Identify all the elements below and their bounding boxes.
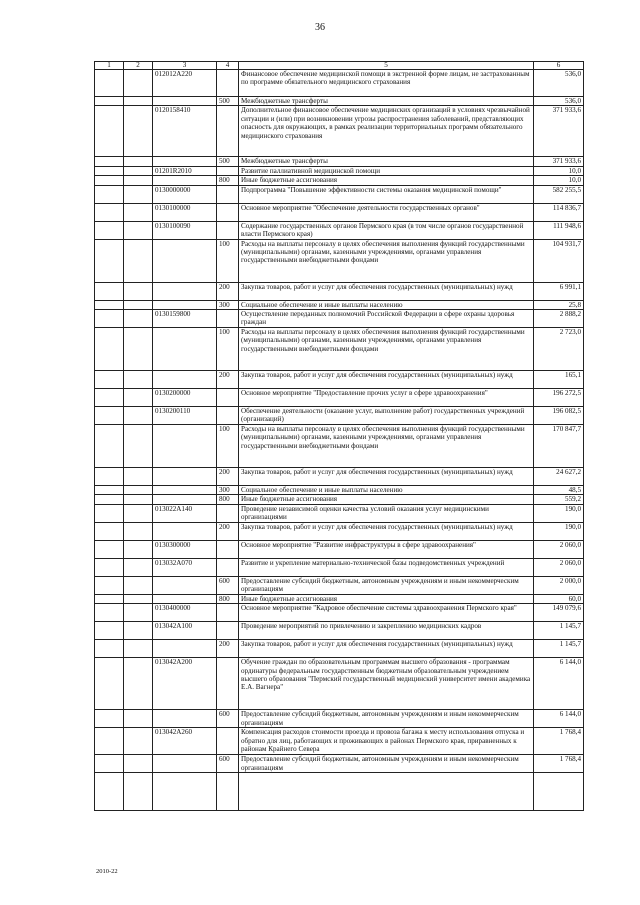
cell-description: Закупка товаров, работ и услуг для обеспечения государственных (муниципальных) нужд [239,468,534,486]
cell-description: Обеспечение деятельности (оказание услуг, выполнение работ) государственных учреждений (организаций) [239,407,534,425]
cell-col1 [95,310,124,328]
cell-col1 [95,604,124,622]
cell-code [153,328,217,371]
budget-table [94,61,584,811]
table-row [95,558,584,576]
table-row [95,310,584,328]
cell-col1 [95,755,124,773]
table-row [95,106,584,157]
cell-amount: 170 847,7 [534,425,584,468]
cell-amount: 104 931,7 [534,239,584,282]
cell-amount: 582 255,5 [534,185,584,203]
cell-col2 [124,389,153,407]
table-row [95,504,584,522]
cell-amount: 371 933,6 [534,106,584,157]
cell-description: Закупка товаров, работ и услуг для обеспечения государственных (муниципальных) нужд [239,371,534,389]
table-row [95,640,584,658]
cell-col2 [124,310,153,328]
cell-code [153,176,217,185]
cell-col1 [95,504,124,522]
cell-col1 [95,389,124,407]
cell-description: Закупка товаров, работ и услуг для обеспечения государственных (муниципальных) нужд [239,522,534,540]
cell-col1 [95,157,124,166]
column-header: 5 [239,62,534,70]
table-row [95,166,584,175]
cell-amount: 2 000,0 [534,576,584,594]
cell-expense-type [217,622,239,640]
cell-col2 [124,594,153,603]
cell-amount: 165,1 [534,371,584,389]
table-row [95,282,584,300]
cell-description: Подпрограмма "Повышение эффективности системы оказания медицинской помощи" [239,185,534,203]
table-row [95,576,584,594]
cell-col1 [95,166,124,175]
cell-amount: 6 144,0 [534,710,584,728]
table-row [95,755,584,773]
cell-code: 0130200110 [153,407,217,425]
cell-description: Расходы на выплаты персоналу в целях обеспечения выполнения функций государственными (муниципальными) органами, казенными учреждениями, органами управления государственными внебюджетными фондами [239,328,534,371]
cell-code: 013022А140 [153,504,217,522]
cell-col1 [95,576,124,594]
cell-amount: 1 768,4 [534,755,584,773]
cell-code [153,157,217,166]
cell-col1 [95,185,124,203]
cell-amount: 536,0 [534,97,584,106]
cell-description: Иные бюджетные ассигнования [239,594,534,603]
table-row [95,300,584,309]
cell-col2 [124,540,153,558]
cell-amount: 196 082,5 [534,407,584,425]
table-row [95,389,584,407]
cell-expense-type: 200 [217,468,239,486]
cell-expense-type [217,728,239,755]
cell-code: 0120158410 [153,106,217,157]
cell-code: 0130300000 [153,540,217,558]
cell-expense-type [217,407,239,425]
cell-code [153,282,217,300]
cell-code: 0130000000 [153,185,217,203]
table-row [95,622,584,640]
cell-col2 [124,486,153,495]
cell-expense-type [217,658,239,710]
cell-col2 [124,166,153,175]
cell-col1 [95,468,124,486]
cell-code [153,594,217,603]
cell-col2 [124,468,153,486]
cell-expense-type [217,558,239,576]
table-row [95,328,584,371]
table-row [95,522,584,540]
table-row [95,468,584,486]
cell-col1 [95,773,124,811]
cell-col1 [95,540,124,558]
table-row [95,658,584,710]
cell-col1 [95,594,124,603]
cell-description: Основное мероприятие "Кадровое обеспечение системы здравоохранения Пермского края" [239,604,534,622]
cell-expense-type [217,504,239,522]
table-row [95,773,584,811]
cell-amount: 114 836,7 [534,203,584,221]
cell-col1 [95,328,124,371]
cell-description: Развитие и укрепление материально-технической базы подведомственных учреждений [239,558,534,576]
column-header: 3 [153,62,217,70]
table-row [95,540,584,558]
cell-expense-type: 600 [217,755,239,773]
cell-amount: 25,8 [534,300,584,309]
table-row [95,176,584,185]
cell-description: Иные бюджетные ассигнования [239,176,534,185]
cell-col2 [124,604,153,622]
cell-code [153,522,217,540]
cell-description: Финансовое обеспечение медицинской помощи в экстренной форме лицам, не застрахованным по программе обязательного медицинского страхования [239,70,534,97]
cell-amount: 60,0 [534,594,584,603]
cell-expense-type [217,310,239,328]
page-number: 36 [315,22,325,33]
table-row [95,185,584,203]
cell-description: Проведение независимой оценки качества условий оказания услуг медицинскими организациями [239,504,534,522]
cell-expense-type: 200 [217,282,239,300]
cell-col1 [95,407,124,425]
cell-expense-type [217,203,239,221]
cell-col2 [124,203,153,221]
cell-expense-type: 100 [217,425,239,468]
cell-expense-type: 600 [217,576,239,594]
table-row [95,425,584,468]
cell-description: Расходы на выплаты персоналу в целях обеспечения выполнения функций государственными (муниципальными) органами, казенными учреждениями, органами управления государственными внебюджетными фондами [239,239,534,282]
cell-code [153,710,217,728]
cell-code: 013042А260 [153,728,217,755]
cell-code: 0130400000 [153,604,217,622]
cell-expense-type [217,604,239,622]
cell-col2 [124,106,153,157]
cell-expense-type: 600 [217,710,239,728]
cell-code [153,425,217,468]
cell-expense-type: 500 [217,157,239,166]
cell-col2 [124,576,153,594]
table-row [95,97,584,106]
cell-expense-type [217,221,239,239]
table-row [95,70,584,97]
table-row [95,710,584,728]
cell-description: Дополнительное финансовое обеспечение медицинских организаций в условиях чрезвычайной ситуации и (или) при возникновении угрозы распространения заболеваний, представляющих опасность для окружающих, в рамках реализации территориальных программ обязательного медицинского страхования [239,106,534,157]
cell-col2 [124,328,153,371]
cell-amount: 2 060,0 [534,558,584,576]
cell-col2 [124,70,153,97]
cell-code [153,371,217,389]
cell-description: Основное мероприятие "Развитие инфраструктуры в сфере здравоохранения" [239,540,534,558]
cell-expense-type [217,773,239,811]
cell-col2 [124,239,153,282]
cell-col1 [95,97,124,106]
cell-col1 [95,70,124,97]
cell-description: Межбюджетные трансферты [239,157,534,166]
cell-code [153,773,217,811]
cell-description: Социальное обеспечение и иные выплаты населению [239,486,534,495]
cell-col1 [95,371,124,389]
cell-col2 [124,640,153,658]
cell-description: Развитие паллиативной медицинской помощи [239,166,534,175]
cell-amount: 1 145,7 [534,622,584,640]
cell-description: Закупка товаров, работ и услуг для обеспечения государственных (муниципальных) нужд [239,640,534,658]
cell-code [153,239,217,282]
cell-description: Предоставление субсидий бюджетным, автономным учреждениям и иным некоммерческим организациям [239,576,534,594]
cell-description [239,773,534,811]
cell-amount: 6 991,1 [534,282,584,300]
cell-expense-type: 100 [217,239,239,282]
cell-expense-type: 100 [217,328,239,371]
cell-amount: 2 060,0 [534,540,584,558]
cell-expense-type: 300 [217,486,239,495]
table-row [95,604,584,622]
cell-col1 [95,425,124,468]
cell-col2 [124,710,153,728]
cell-col1 [95,106,124,157]
cell-col2 [124,755,153,773]
cell-col1 [95,203,124,221]
cell-expense-type [217,166,239,175]
cell-col1 [95,495,124,504]
cell-expense-type [217,389,239,407]
cell-col1 [95,640,124,658]
cell-description: Социальное обеспечение и иные выплаты населению [239,300,534,309]
cell-col1 [95,622,124,640]
cell-expense-type [217,106,239,157]
cell-col1 [95,522,124,540]
table-row [95,407,584,425]
cell-code [153,640,217,658]
cell-col2 [124,407,153,425]
cell-col2 [124,504,153,522]
cell-description: Межбюджетные трансферты [239,97,534,106]
cell-col2 [124,185,153,203]
cell-amount: 559,2 [534,495,584,504]
table-row [95,221,584,239]
cell-description: Закупка товаров, работ и услуг для обеспечения государственных (муниципальных) нужд [239,282,534,300]
cell-code: 0130200000 [153,389,217,407]
cell-amount: 24 627,2 [534,468,584,486]
cell-description: Содержание государственных органов Пермского края (в том числе органов государственной власти Пермского края) [239,221,534,239]
footer-code: 2010-22 [96,868,118,875]
cell-code [153,97,217,106]
column-header-row [95,62,584,70]
cell-amount: 10,0 [534,176,584,185]
cell-amount: 1 145,7 [534,640,584,658]
cell-col2 [124,371,153,389]
table-row [95,728,584,755]
cell-col1 [95,300,124,309]
column-header: 2 [124,62,153,70]
cell-col1 [95,221,124,239]
table-row [95,157,584,166]
cell-expense-type: 300 [217,300,239,309]
cell-expense-type: 800 [217,176,239,185]
cell-amount: 48,5 [534,486,584,495]
column-header: 4 [217,62,239,70]
table-row [95,371,584,389]
cell-expense-type: 800 [217,495,239,504]
cell-code: 0130159800 [153,310,217,328]
cell-col2 [124,300,153,309]
table-row [95,239,584,282]
cell-amount [534,773,584,811]
cell-code [153,300,217,309]
cell-description: Расходы на выплаты персоналу в целях обеспечения выполнения функций государственными (муниципальными) органами, казенными учреждениями, органами управления государственными внебюджетными фондами [239,425,534,468]
cell-code: 013032А070 [153,558,217,576]
cell-amount: 10,0 [534,166,584,175]
cell-amount: 2 888,2 [534,310,584,328]
cell-col1 [95,486,124,495]
column-header: 6 [534,62,584,70]
cell-amount: 196 272,5 [534,389,584,407]
cell-col2 [124,773,153,811]
cell-expense-type [217,540,239,558]
cell-col1 [95,558,124,576]
cell-amount: 6 144,0 [534,658,584,710]
cell-code [153,486,217,495]
cell-col1 [95,176,124,185]
table-row [95,594,584,603]
cell-col1 [95,282,124,300]
cell-col1 [95,239,124,282]
cell-col1 [95,710,124,728]
cell-description: Осуществление переданных полномочий Российской Федерации в сфере охраны здоровья граждан [239,310,534,328]
cell-col1 [95,658,124,710]
cell-code: 013042А100 [153,622,217,640]
cell-code: 0130100000 [153,203,217,221]
table-row [95,486,584,495]
cell-col2 [124,282,153,300]
cell-col1 [95,728,124,755]
cell-expense-type: 200 [217,640,239,658]
cell-expense-type: 500 [217,97,239,106]
cell-amount: 2 723,0 [534,328,584,371]
cell-description: Иные бюджетные ассигнования [239,495,534,504]
cell-col2 [124,97,153,106]
cell-description: Основное мероприятие "Предоставление прочих услуг в сфере здравоохранения" [239,389,534,407]
cell-amount: 190,0 [534,504,584,522]
cell-code: 01201R2010 [153,166,217,175]
cell-description: Обучение граждан по образовательным программам высшего образования - программам ординатуры федеральным государственным бюджетным образовательным учреждением высшего образования "Пермский государственный медицинский университет имени академика Е.А. Вагнера" [239,658,534,710]
cell-description: Проведение мероприятий по привлечению и закреплению медицинских кадров [239,622,534,640]
table-row [95,203,584,221]
cell-amount: 371 933,6 [534,157,584,166]
column-header: 1 [95,62,124,70]
cell-col2 [124,157,153,166]
cell-col2 [124,658,153,710]
cell-col2 [124,728,153,755]
cell-col2 [124,425,153,468]
cell-code [153,468,217,486]
cell-amount: 190,0 [534,522,584,540]
cell-expense-type: 800 [217,594,239,603]
cell-expense-type: 200 [217,522,239,540]
cell-col2 [124,495,153,504]
cell-description: Предоставление субсидий бюджетным, автономным учреждениям и иным некоммерческим организациям [239,755,534,773]
cell-amount: 1 768,4 [534,728,584,755]
cell-code [153,576,217,594]
cell-code [153,755,217,773]
cell-description: Предоставление субсидий бюджетным, автономным учреждениям и иным некоммерческим организациям [239,710,534,728]
table-row [95,495,584,504]
cell-col2 [124,622,153,640]
cell-amount: 536,0 [534,70,584,97]
cell-code [153,495,217,504]
cell-col2 [124,176,153,185]
cell-col2 [124,522,153,540]
cell-description: Компенсация расходов стоимости проезда и провоза багажа к месту использования отпуска и обратно для лиц, работающих и проживающих в районах Пермского края, приравненных к районам Крайнего Севера [239,728,534,755]
cell-code: 013042А200 [153,658,217,710]
cell-description: Основное мероприятие "Обеспечение деятельности государственных органов" [239,203,534,221]
cell-code: 0130100090 [153,221,217,239]
cell-expense-type: 200 [217,371,239,389]
cell-expense-type [217,70,239,97]
cell-expense-type [217,185,239,203]
cell-amount: 111 948,6 [534,221,584,239]
cell-amount: 149 079,6 [534,604,584,622]
cell-col2 [124,221,153,239]
cell-code: 012012А220 [153,70,217,97]
cell-col2 [124,558,153,576]
